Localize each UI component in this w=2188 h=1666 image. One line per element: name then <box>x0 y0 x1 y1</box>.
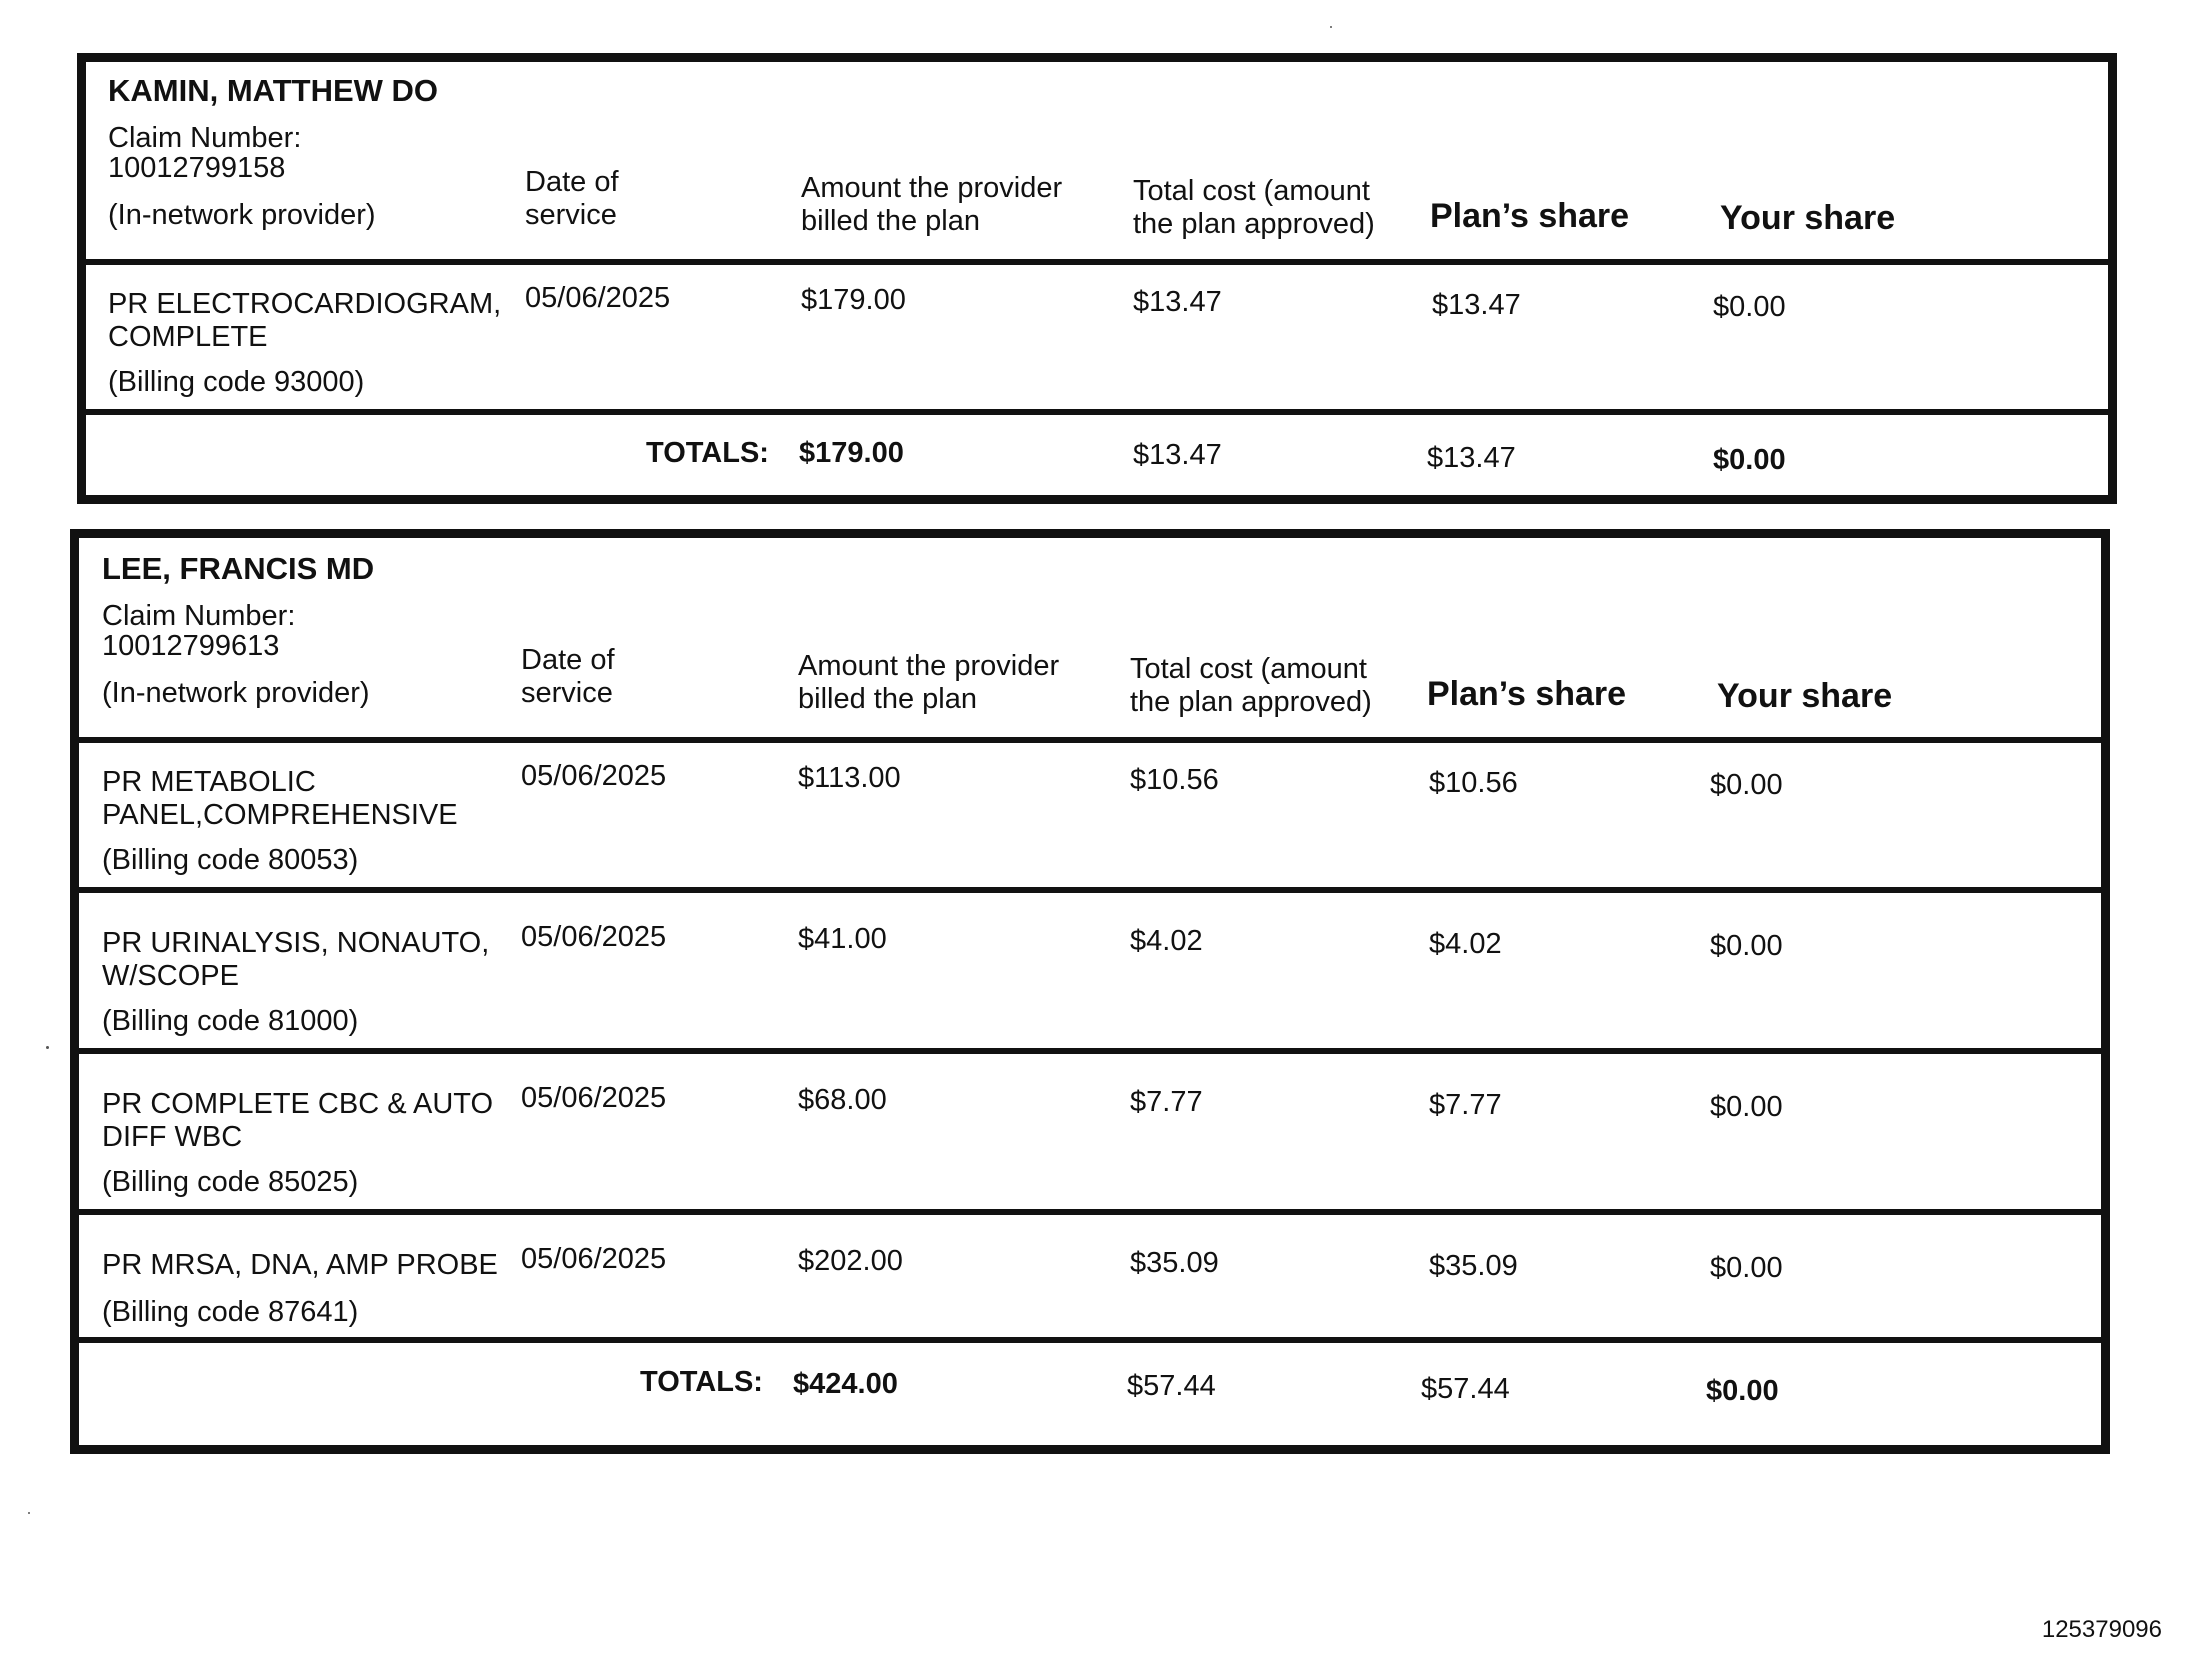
service-description: PR ELECTROCARDIOGRAM, COMPLETE <box>108 288 502 353</box>
amount-billed: $202.00 <box>798 1245 903 1277</box>
totals-label: TOTALS: <box>640 1366 763 1398</box>
billing-code: (Billing code 87641) <box>102 1296 359 1328</box>
plans-share: $13.47 <box>1432 289 1521 321</box>
header-your-share: Your share <box>1717 677 1893 715</box>
plans-share: $7.77 <box>1429 1089 1502 1121</box>
billing-code: (Billing code 80053) <box>102 844 359 876</box>
totals-plans-share: $13.47 <box>1427 442 1516 474</box>
your-share: $0.00 <box>1710 1091 1783 1123</box>
divider <box>79 1337 2101 1343</box>
total-cost-approved: $10.56 <box>1130 764 1219 796</box>
document-id: 125379096 <box>2041 1616 2162 1643</box>
billing-code: (Billing code 93000) <box>108 366 365 398</box>
header-date-of-service: Date of service <box>521 644 615 709</box>
service-date: 05/06/2025 <box>525 282 671 314</box>
divider <box>86 259 2108 265</box>
header-amount-billed: Amount the provider billed the plan <box>801 172 1063 237</box>
header-your-share: Your share <box>1720 199 1896 237</box>
header-date-of-service: Date of service <box>525 166 619 231</box>
billing-code: (Billing code 85025) <box>102 1166 359 1198</box>
totals-your-share: $0.00 <box>1706 1375 1779 1407</box>
claim-number-label: Claim Number: <box>108 122 302 154</box>
scan-speck <box>28 1512 30 1514</box>
header-plans-share: Plan’s share <box>1427 675 1627 713</box>
total-cost-approved: $35.09 <box>1130 1247 1219 1279</box>
service-description: PR METABOLIC PANEL,COMPREHENSIVE <box>102 766 458 831</box>
scan-speck <box>1330 26 1332 28</box>
total-cost-approved: $13.47 <box>1133 286 1222 318</box>
claim-number: 10012799158 <box>108 152 286 184</box>
claim-table-kamin <box>77 53 2117 504</box>
divider <box>79 1048 2101 1054</box>
amount-billed: $113.00 <box>798 762 901 794</box>
total-cost-approved: $7.77 <box>1130 1086 1203 1118</box>
plans-share: $10.56 <box>1429 767 1518 799</box>
your-share: $0.00 <box>1710 769 1783 801</box>
header-amount-billed: Amount the provider billed the plan <box>798 650 1060 715</box>
totals-plans-share: $57.44 <box>1421 1373 1510 1405</box>
provider-name: LEE, FRANCIS MD <box>102 551 375 586</box>
plans-share: $35.09 <box>1429 1250 1518 1282</box>
billing-code: (Billing code 81000) <box>102 1005 359 1037</box>
scan-speck <box>46 1046 49 1049</box>
header-plans-share: Plan’s share <box>1430 197 1630 235</box>
divider <box>79 1209 2101 1215</box>
service-date: 05/06/2025 <box>521 1082 667 1114</box>
totals-amount-billed: $424.00 <box>793 1368 898 1400</box>
claim-table-lee <box>70 529 2110 1454</box>
service-description: PR COMPLETE CBC & AUTO DIFF WBC <box>102 1088 494 1153</box>
plans-share: $4.02 <box>1429 928 1502 960</box>
service-date: 05/06/2025 <box>521 1243 667 1275</box>
totals-label: TOTALS: <box>646 437 769 469</box>
header-total-cost: Total cost (amount the plan approved) <box>1133 175 1375 240</box>
service-description: PR MRSA, DNA, AMP PROBE <box>102 1249 498 1281</box>
totals-total-cost: $57.44 <box>1127 1370 1216 1402</box>
claim-number: 10012799613 <box>102 630 280 662</box>
claim-number-label: Claim Number: <box>102 600 296 632</box>
amount-billed: $41.00 <box>798 923 887 955</box>
service-description: PR URINALYSIS, NONAUTO, W/SCOPE <box>102 927 490 992</box>
total-cost-approved: $4.02 <box>1130 925 1203 957</box>
your-share: $0.00 <box>1710 1252 1783 1284</box>
service-date: 05/06/2025 <box>521 760 667 792</box>
amount-billed: $68.00 <box>798 1084 887 1116</box>
divider <box>86 409 2108 415</box>
totals-your-share: $0.00 <box>1713 444 1786 476</box>
network-status: (In-network provider) <box>102 677 370 709</box>
divider <box>79 887 2101 893</box>
divider <box>79 737 2101 743</box>
network-status: (In-network provider) <box>108 199 376 231</box>
your-share: $0.00 <box>1713 291 1786 323</box>
header-total-cost: Total cost (amount the plan approved) <box>1130 653 1372 718</box>
totals-amount-billed: $179.00 <box>799 437 904 469</box>
provider-name: KAMIN, MATTHEW DO <box>108 73 439 108</box>
amount-billed: $179.00 <box>801 284 906 316</box>
service-date: 05/06/2025 <box>521 921 667 953</box>
totals-total-cost: $13.47 <box>1133 439 1222 471</box>
your-share: $0.00 <box>1710 930 1783 962</box>
